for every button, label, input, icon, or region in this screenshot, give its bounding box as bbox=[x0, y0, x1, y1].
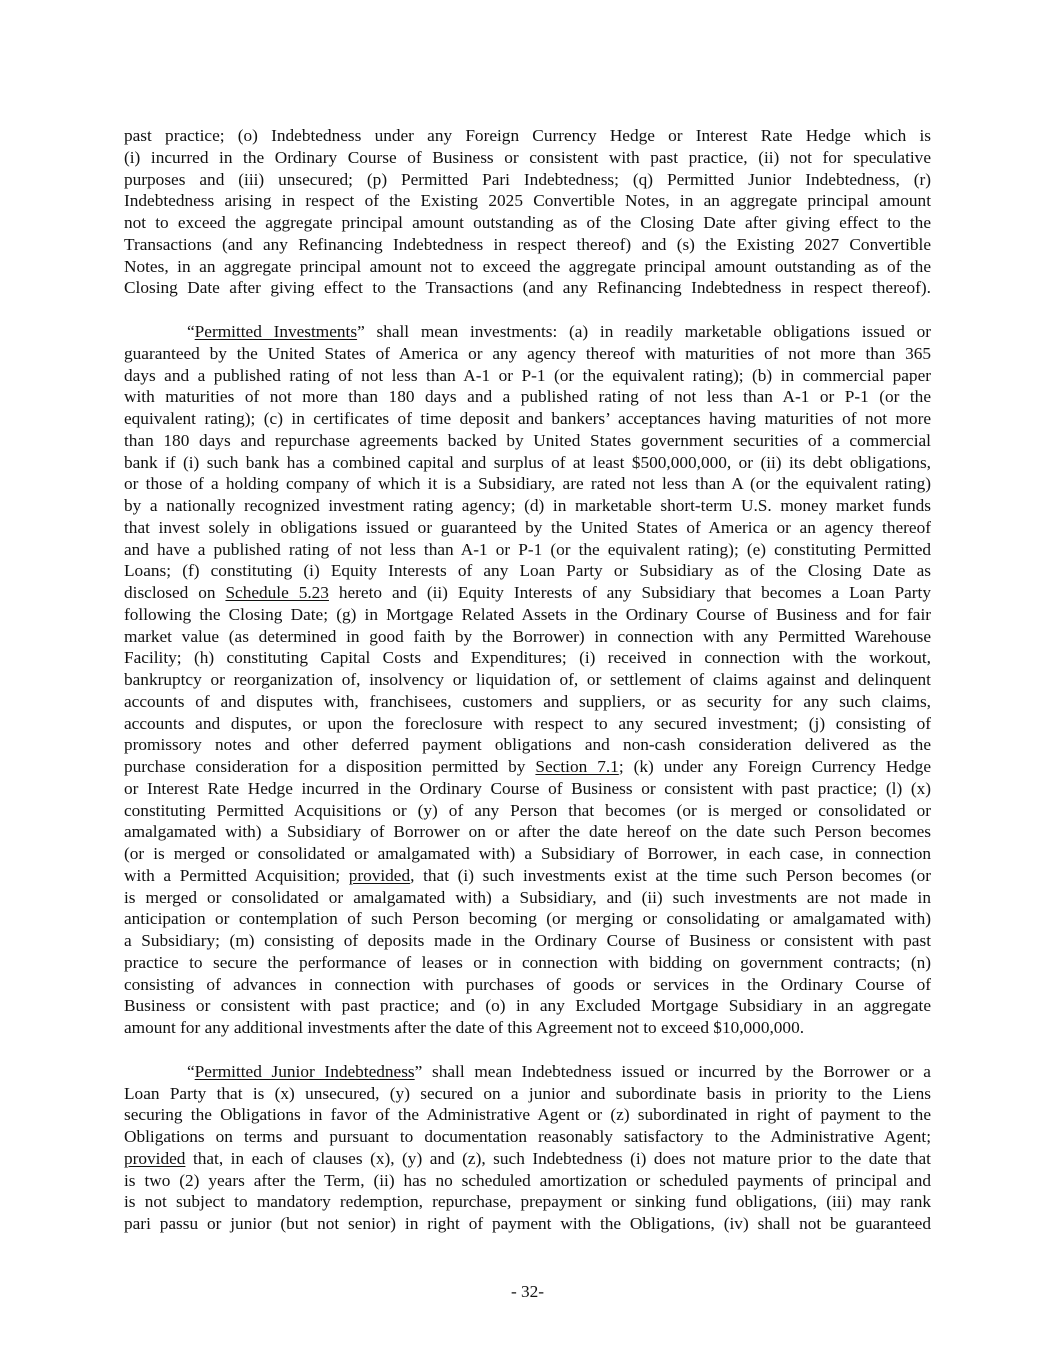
text-line: and have a published rating of not less than A-1 or P-1 (or the equivalent rating); (e) constituting Permitted bbox=[124, 539, 931, 559]
text-line: accounts of and disputes with, franchisees, customers and suppliers, or as security for any such claims, bbox=[124, 691, 931, 711]
text-line: with maturities of not more than 180 days and a published rating of not less than A-1 or P-1 (or the bbox=[124, 387, 931, 407]
text-line: bankruptcy or reorganization of, insolvency or liquidation of, or settlement of claims against and delinquent bbox=[124, 670, 931, 689]
text-line: following the Closing Date; (g) in Mortgage Related Assets in the Ordinary Course of Business and for fair bbox=[124, 604, 931, 624]
page-number: - 32- bbox=[510, 1282, 545, 1301]
text-line: Loan Party that is (x) unsecured, (y) secured on a junior and subordinate basis in priority to the Liens bbox=[124, 1083, 931, 1103]
paragraph-permitted-investments bbox=[124, 321, 931, 1039]
text-line: a Subsidiary; (m) consisting of deposits made in the Ordinary Course of Business or consistent with past bbox=[124, 931, 931, 950]
paragraph-indebtedness-continuation bbox=[124, 125, 931, 299]
text-line: securing the Obligations in favor of the Administrative Agent or (z) subordinated in right of payment to the bbox=[124, 1105, 931, 1125]
text-line: market value (as determined in good faith by the Borrower) in connection with any Permitted Warehouse bbox=[124, 626, 931, 646]
text-line: consisting of advances in connection with purchases of goods or services in the Ordinary Course of bbox=[124, 974, 931, 994]
text-line: days and a published rating of not less than A-1 or P-1 (or the equivalent rating); (b) in commercial paper bbox=[124, 365, 931, 385]
text-line: that invest solely in obligations issued or guaranteed by the United States of America or an agency thereof bbox=[124, 517, 931, 537]
text-line: disclosed on Schedule 5.23 hereto and (ii) Equity Interests of any Subsidiary that becomes a Loan Party bbox=[124, 583, 931, 602]
text-line: Closing Date after giving effect to the Transactions (and any Refinancing Indebtedness in respect thereof). bbox=[124, 278, 931, 298]
text-line: bank if (i) such bank has a combined capital and surplus of at least $500,000,000, or (ii) its debt obligations, bbox=[124, 452, 931, 472]
text-line: guaranteed by the United States of America or any agency thereof with maturities of not more than 365 bbox=[124, 343, 931, 363]
text-line: pari passu or junior (but not senior) in right of payment with the Obligations, (iv) shall not be guaranteed bbox=[124, 1214, 931, 1233]
text-line: is not subject to mandatory redemption, repurchase, prepayment or sinking fund obligations, (iii) may rank bbox=[124, 1192, 931, 1212]
underlined-term: provided bbox=[124, 1148, 186, 1168]
text-line: purchase consideration for a disposition permitted by Section 7.1; (k) under any Foreign Currency Hedge bbox=[124, 757, 931, 776]
underlined-term: Section 7.1 bbox=[535, 757, 619, 776]
text-line: is two (2) years after the Term, (ii) has no scheduled amortization or scheduled payments of principal and bbox=[124, 1170, 931, 1190]
text-line: anticipation or contemplation of such Person becoming (or merging or consolidating or amalgamated with) bbox=[124, 909, 931, 929]
text-line: Loans; (f) constituting (i) Equity Interests of any Loan Party or Subsidiary as of the Closing Date as bbox=[124, 561, 931, 581]
text-line: “Permitted Investments” shall mean investments: (a) in readily marketable obligations issued or bbox=[187, 322, 932, 341]
text-line: (i) incurred in the Ordinary Course of Business or consistent with past practice, (ii) not for speculative bbox=[124, 147, 931, 167]
text-line: Business or consistent with past practice; and (o) in any Excluded Mortgage Subsidiary in an aggregate bbox=[124, 996, 931, 1016]
document-page bbox=[124, 125, 931, 1257]
text-line: provided that, in each of clauses (x), (y) and (z), such Indebtedness (i) does not mature prior to the date that bbox=[124, 1148, 931, 1168]
text-line: equivalent rating); (c) in certificates of time deposit and bankers’ acceptances having maturities of not more bbox=[124, 409, 931, 428]
text-line: Indebtedness arising in respect of the Existing 2025 Convertible Notes, in an aggregate principal amount bbox=[124, 191, 931, 211]
text-line: Notes, in an aggregate principal amount not to exceed the aggregate principal amount outstanding as of the bbox=[124, 256, 931, 276]
text-line: not to exceed the aggregate principal amount outstanding as of the Closing Date after giving effect to the bbox=[124, 213, 931, 232]
paragraph-permitted-junior-indebtedness bbox=[124, 1061, 931, 1235]
text-line: “Permitted Junior Indebtedness” shall mean Indebtedness issued or incurred by the Borrower or a bbox=[187, 1061, 931, 1081]
underlined-term: Permitted Junior Indebtedness bbox=[194, 1061, 415, 1081]
text-line: with a Permitted Acquisition; provided, that (i) such investments exist at the time such Person becomes (or bbox=[124, 865, 931, 885]
text-line: past practice; (o) Indebtedness under any Foreign Currency Hedge or Interest Rate Hedge which is bbox=[124, 126, 931, 145]
text-line: promissory notes and other deferred payment obligations and non-cash consideration delivered as the bbox=[124, 735, 931, 755]
text-line: amalgamated with) a Subsidiary of Borrower on or after the date hereof on the date such Person becomes bbox=[124, 822, 931, 842]
text-line: (or is merged or consolidated or amalgamated with) a Subsidiary of Borrower, in each case, in connection bbox=[124, 844, 931, 863]
text-line: Facility; (h) constituting Capital Costs and Expenditures; (i) received in connection with the workout, bbox=[124, 648, 931, 668]
underlined-term: Permitted Investments bbox=[194, 322, 358, 341]
text-line: or those of a holding company of which it is a Subsidiary, are rated not less than A (or the equivalent rating) bbox=[124, 474, 931, 494]
text-line: purposes and (iii) unsecured; (p) Permitted Pari Indebtedness; (q) Permitted Junior Indebtedness, (r) bbox=[124, 169, 931, 189]
text-line: than 180 days and repurchase agreements backed by United States government securities of a commercial bbox=[124, 430, 931, 450]
text-line: is merged or consolidated or amalgamated with) a Subsidiary, and (ii) such investments are not made in bbox=[124, 887, 931, 907]
text-line: constituting Permitted Acquisitions or (y) of any Person that becomes (or is merged or consolidated or bbox=[124, 800, 931, 820]
text-line: Obligations on terms and pursuant to documentation reasonably satisfactory to the Administrative Agent; bbox=[124, 1127, 931, 1146]
text-line: accounts and disputes, or upon the foreclosure with respect to any secured investment; (j) consisting of bbox=[124, 713, 931, 733]
text-line: by a nationally recognized investment rating agency; (d) in marketable short-term U.S. money market funds bbox=[124, 496, 931, 515]
text-line: amount for any additional investments after the date of this Agreement not to exceed $10,000,000. bbox=[124, 1018, 805, 1037]
underlined-term: Schedule 5.23 bbox=[225, 583, 329, 602]
text-line: practice to secure the performance of leases or in connection with bidding on government contracts; (n) bbox=[124, 952, 931, 972]
underlined-term: provided bbox=[348, 865, 411, 885]
text-line: or Interest Rate Hedge incurred in the Ordinary Course of Business or consistent with past practice; (l) (x) bbox=[124, 778, 931, 798]
text-line: Transactions (and any Refinancing Indebtedness in respect thereof) and (s) the Existing 2027 Convertible bbox=[124, 234, 931, 254]
